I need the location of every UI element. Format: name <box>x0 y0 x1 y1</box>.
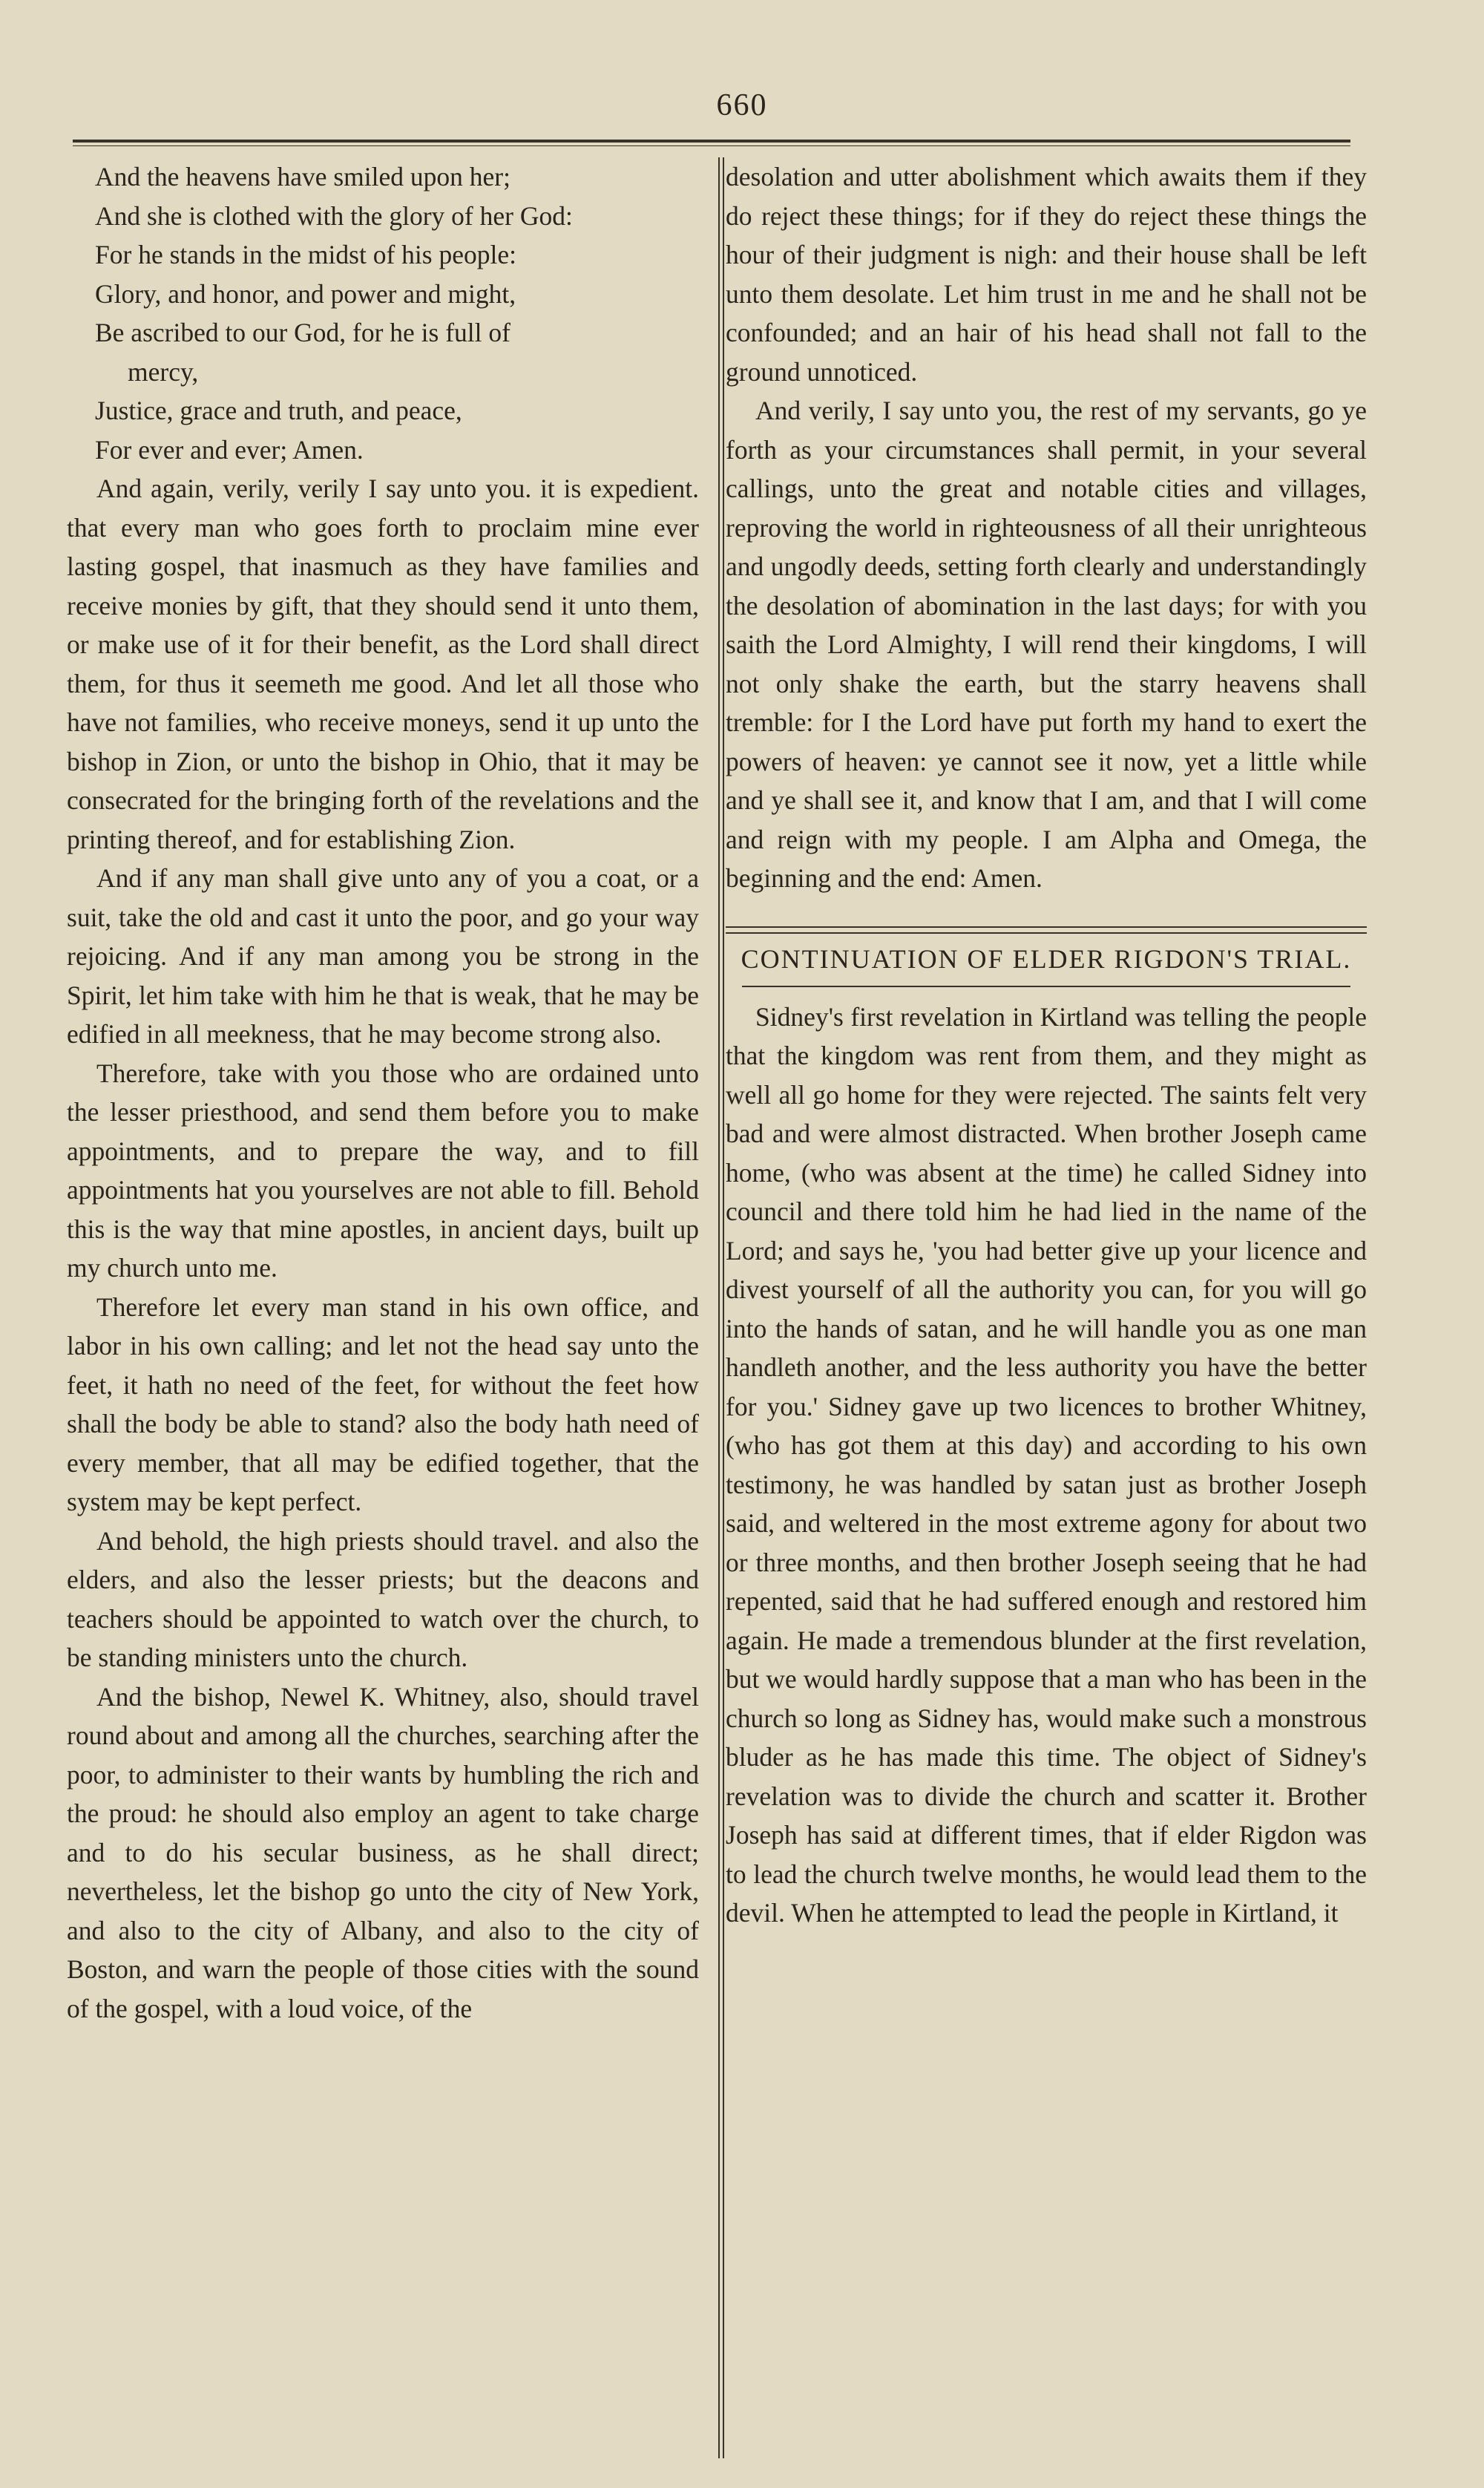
verse-line: mercy, <box>128 356 199 387</box>
paragraph: And again, verily, verily I say unto you. it is expedient. that every man who goes forth to proclaim mine ever lasting gospel, that inasmuch as they have families and receive monies by gift, that they should send it unto them, or make use of it for their benefit, as the Lord shall direct them, for thus it seemeth me good. And let all those who have not families, who receive moneys, send it up unto the bishop in Zion, or unto the bishop in Ohio, that it may be consecrated for the bringing forth of the revelations and the printing thereof, and for establishing Zion. <box>67 474 699 854</box>
paragraph: And the bishop, Newel K. Whitney, also, should travel round about and among all the churches, searching after the poor, to administer to their wants by humbling the rich and the proud: he should also employ an agent to take charge and to do his secular business, as he shall direct; nevertheless, let the bishop go unto the city of New York, and also to the city of Albany, and also to the city of Boston, and warn the people of those cities with the sound of the gospel, with a loud voice, of the <box>67 1681 699 2023</box>
article-heading: CONTINUATION OF ELDER RIGDON'S TRIAL. <box>741 943 1352 974</box>
verse-line: Justice, grace and truth, and peace, <box>95 396 462 425</box>
heading-underline <box>742 986 1350 987</box>
verse-line: And the heavens have smiled upon her; <box>95 162 510 191</box>
paragraph: And behold, the high priests should travel. and also the elders, and also the lesser priests; but the deacons and teachers should be appointed to watch over the church, to be standing ministers unto the church. <box>67 1525 699 1672</box>
paragraph: Therefore, take with you those who are ordained unto the lesser priesthood, and send them before you to make appointments, and to prepare the way, and to fill appointments hat you yourselves are not able to fill. Behold this is the way that mine apostles, in ancient days, built up my church unto me. <box>67 1058 699 1283</box>
verse-line: Be ascribed to our God, for he is full of <box>95 318 510 347</box>
verse-line: For ever and ever; Amen. <box>95 434 364 465</box>
section-rule <box>726 926 1367 934</box>
paragraph: And if any man shall give unto any of you a coat, or a suit, take the old and cast it unto the poor, and go your way rejoicing. And if any man among you be strong in the Spirit, let him take with him he that is weak, that he may be edified in all meekness, that he may become strong also. <box>67 863 699 1049</box>
header-rule <box>73 140 1350 146</box>
column-divider <box>718 157 724 2458</box>
paragraph: And verily, I say unto you, the rest of my servants, go ye forth as your circumstances shall permit, in your several callings, unto the great and notable cities and villages, reproving the world in righteousness of all their unrighteous and ungodly deeds, setting forth clearly and understandingly the desolation of abomination in the last days; for with you saith the Lord Almighty, I will rend their kingdoms, I will not only shake the earth, but the starry heavens shall tremble: for I the Lord have put forth my hand to exert the powers of heaven: ye cannot see it now, yet a little while and ye shall see it, and know that I am, and that I will come and reign with my people. I am Alpha and Omega, the beginning and the end: Amen. <box>726 396 1367 893</box>
right-column <box>726 157 1367 1933</box>
verse-line: For he stands in the midst of his people: <box>95 240 516 269</box>
paragraph: Sidney's first revelation in Kirtland was telling the people that the kingdom was rent from them, and they might as well all go home for they were rejected. The saints felt very bad and were almost distracted. When brother Joseph came home, (who was absent at the time) he called Sidney into council and there told him he had lied in the name of the Lord; and says he, 'you had better give up your licence and divest yourself of all the authority you can, for you will go into the hands of satan, and he will handle you as one man handleth another, and the less authority you have the better for you.' Sidney gave up two licences to brother Whitney, (who has got them at this day) and according to his own testimony, he was handled by satan just as brother Joseph said, and weltered in the most extreme agony for about two or three months, and then brother Joseph seeing that he had repented, said that he had suffered enough and restored him again. He made a tremendous blunder at the first revelation, but we would hardly suppose that a man who has been in the church so long as Sidney has, would make such a monstrous bluder as he has made this time. The object of Sidney's revelation was to divide the church and scatter it. Brother Joseph has said at different times, that if elder Rigdon was to lead the church twelve months, he would lead them to the devil. When he attempted to lead the people in Kirtland, it <box>726 1001 1367 1928</box>
page-number: 660 <box>716 88 768 122</box>
verse-line: And she is clothed with the glory of her God: <box>95 200 573 231</box>
left-column <box>67 157 699 2028</box>
hymn-verse <box>67 157 699 469</box>
paragraph: Therefore let every man stand in his own office, and labor in his own calling; and let not the head say unto the feet, it hath no need of the feet, for without the feet how shall the body be able to stand? also the body hath need of every member, that all may be edified together, that the system may be kept perfect. <box>67 1292 699 1516</box>
paragraph: desolation and utter abolishment which awaits them if they do reject these things; for if they do reject these things the hour of their judgment is nigh: and their house shall be left unto them desolate. Let him trust in me and he shall not be confounded; and an hair of his head shall not fall to the ground unnoticed. <box>726 162 1367 387</box>
verse-line: Glory, and honor, and power and might, <box>95 278 516 309</box>
